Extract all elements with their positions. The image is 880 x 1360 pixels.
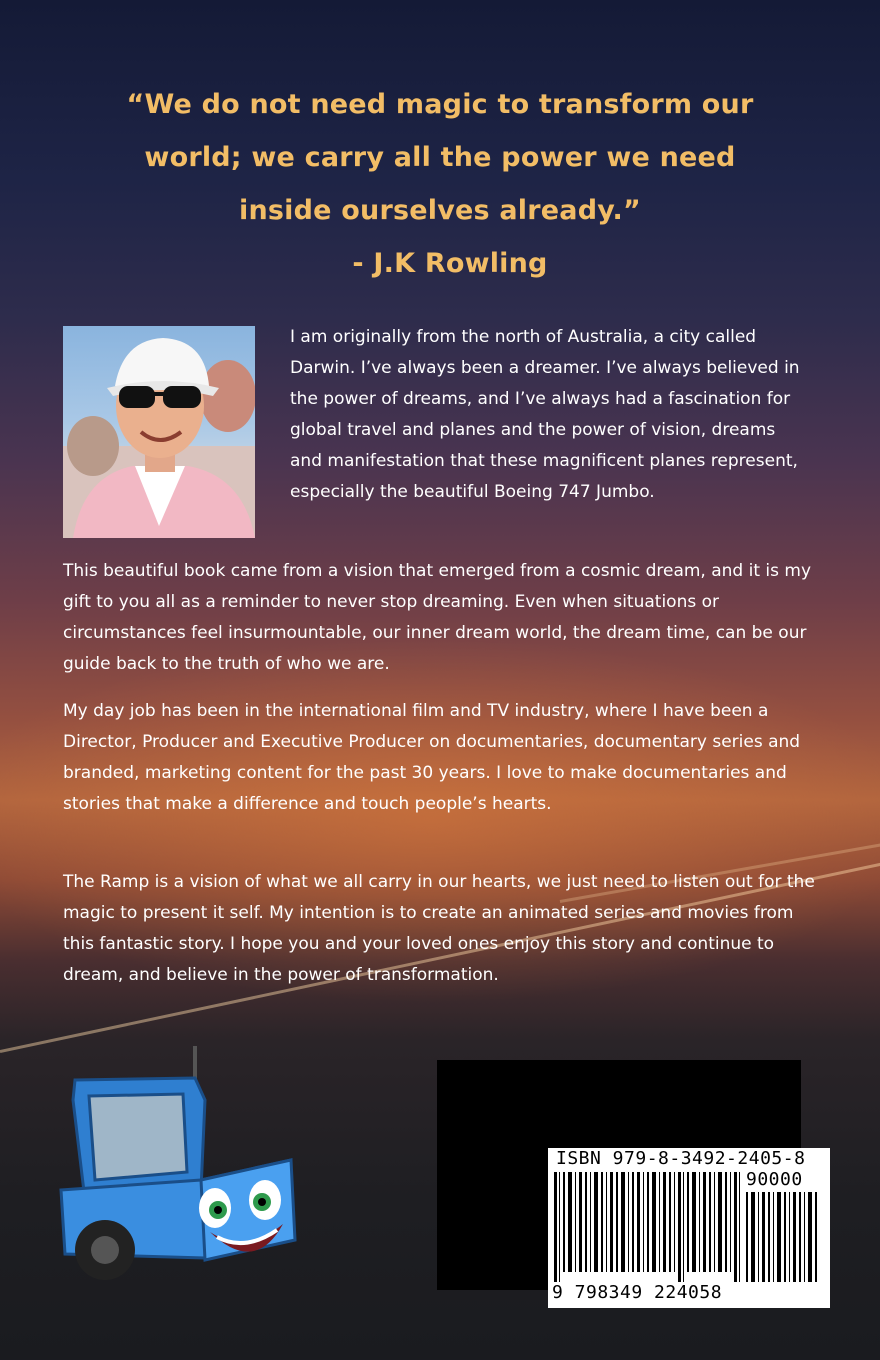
- isbn-barcode: [548, 1148, 830, 1308]
- quote-line-2: world; we carry all the power we need: [144, 142, 736, 173]
- smiling-tug-vehicle-icon: [55, 1040, 300, 1280]
- bio-paragraph-3: My day job has been in the international film and TV industry, where I have been a Director, Producer and Executive Producer on documentaries, documentary series and branded, marketing content for the past 30 years. I love to make documentaries and stories that make a difference and touch people’s hearts.: [63, 701, 801, 814]
- price-code: 90000: [746, 1169, 803, 1190]
- bio-paragraph-2: This beautiful book came from a vision that emerged from a cosmic dream, and it is my gift to you all as a reminder to never stop dreaming. Even when situations or circumstances feel insurmountable, our inner dream world, the dream time, can be our guide back to the truth of who we are.: [63, 561, 812, 674]
- bio-paragraph-4: The Ramp is a vision of what we all carry in our hearts, we just need to listen out for the magic to present it self. My intention is to create an animated series and movies from this fantastic story. I hope you and your loved ones enjoy this story and continue to dream, and believe in the power of transformation.: [63, 872, 815, 985]
- quote-author: - J.K Rowling: [352, 248, 548, 279]
- bio-paragraph-1: I am originally from the north of Australia, a city called Darwin. I’ve always been a dreamer. I’ve always believed in the power of dreams, and I’ve always had a fascination for global travel and planes and the power of vision, dreams and manifestation that these magnificent planes represent, especially the beautiful Boeing 747 Jumbo.: [290, 327, 800, 502]
- cover-quote: [0, 78, 880, 290]
- isbn-number: ISBN 979-8-3492-2405-8: [556, 1148, 806, 1169]
- tug-illustration: [55, 1040, 300, 1280]
- quote-line-3: inside ourselves already.”: [239, 195, 641, 226]
- author-photo: [63, 326, 255, 538]
- author-portrait-icon: [63, 326, 255, 538]
- ean-digits: 9 798349 224058: [552, 1282, 723, 1303]
- quote-line-1: “We do not need magic to transform our: [126, 89, 754, 120]
